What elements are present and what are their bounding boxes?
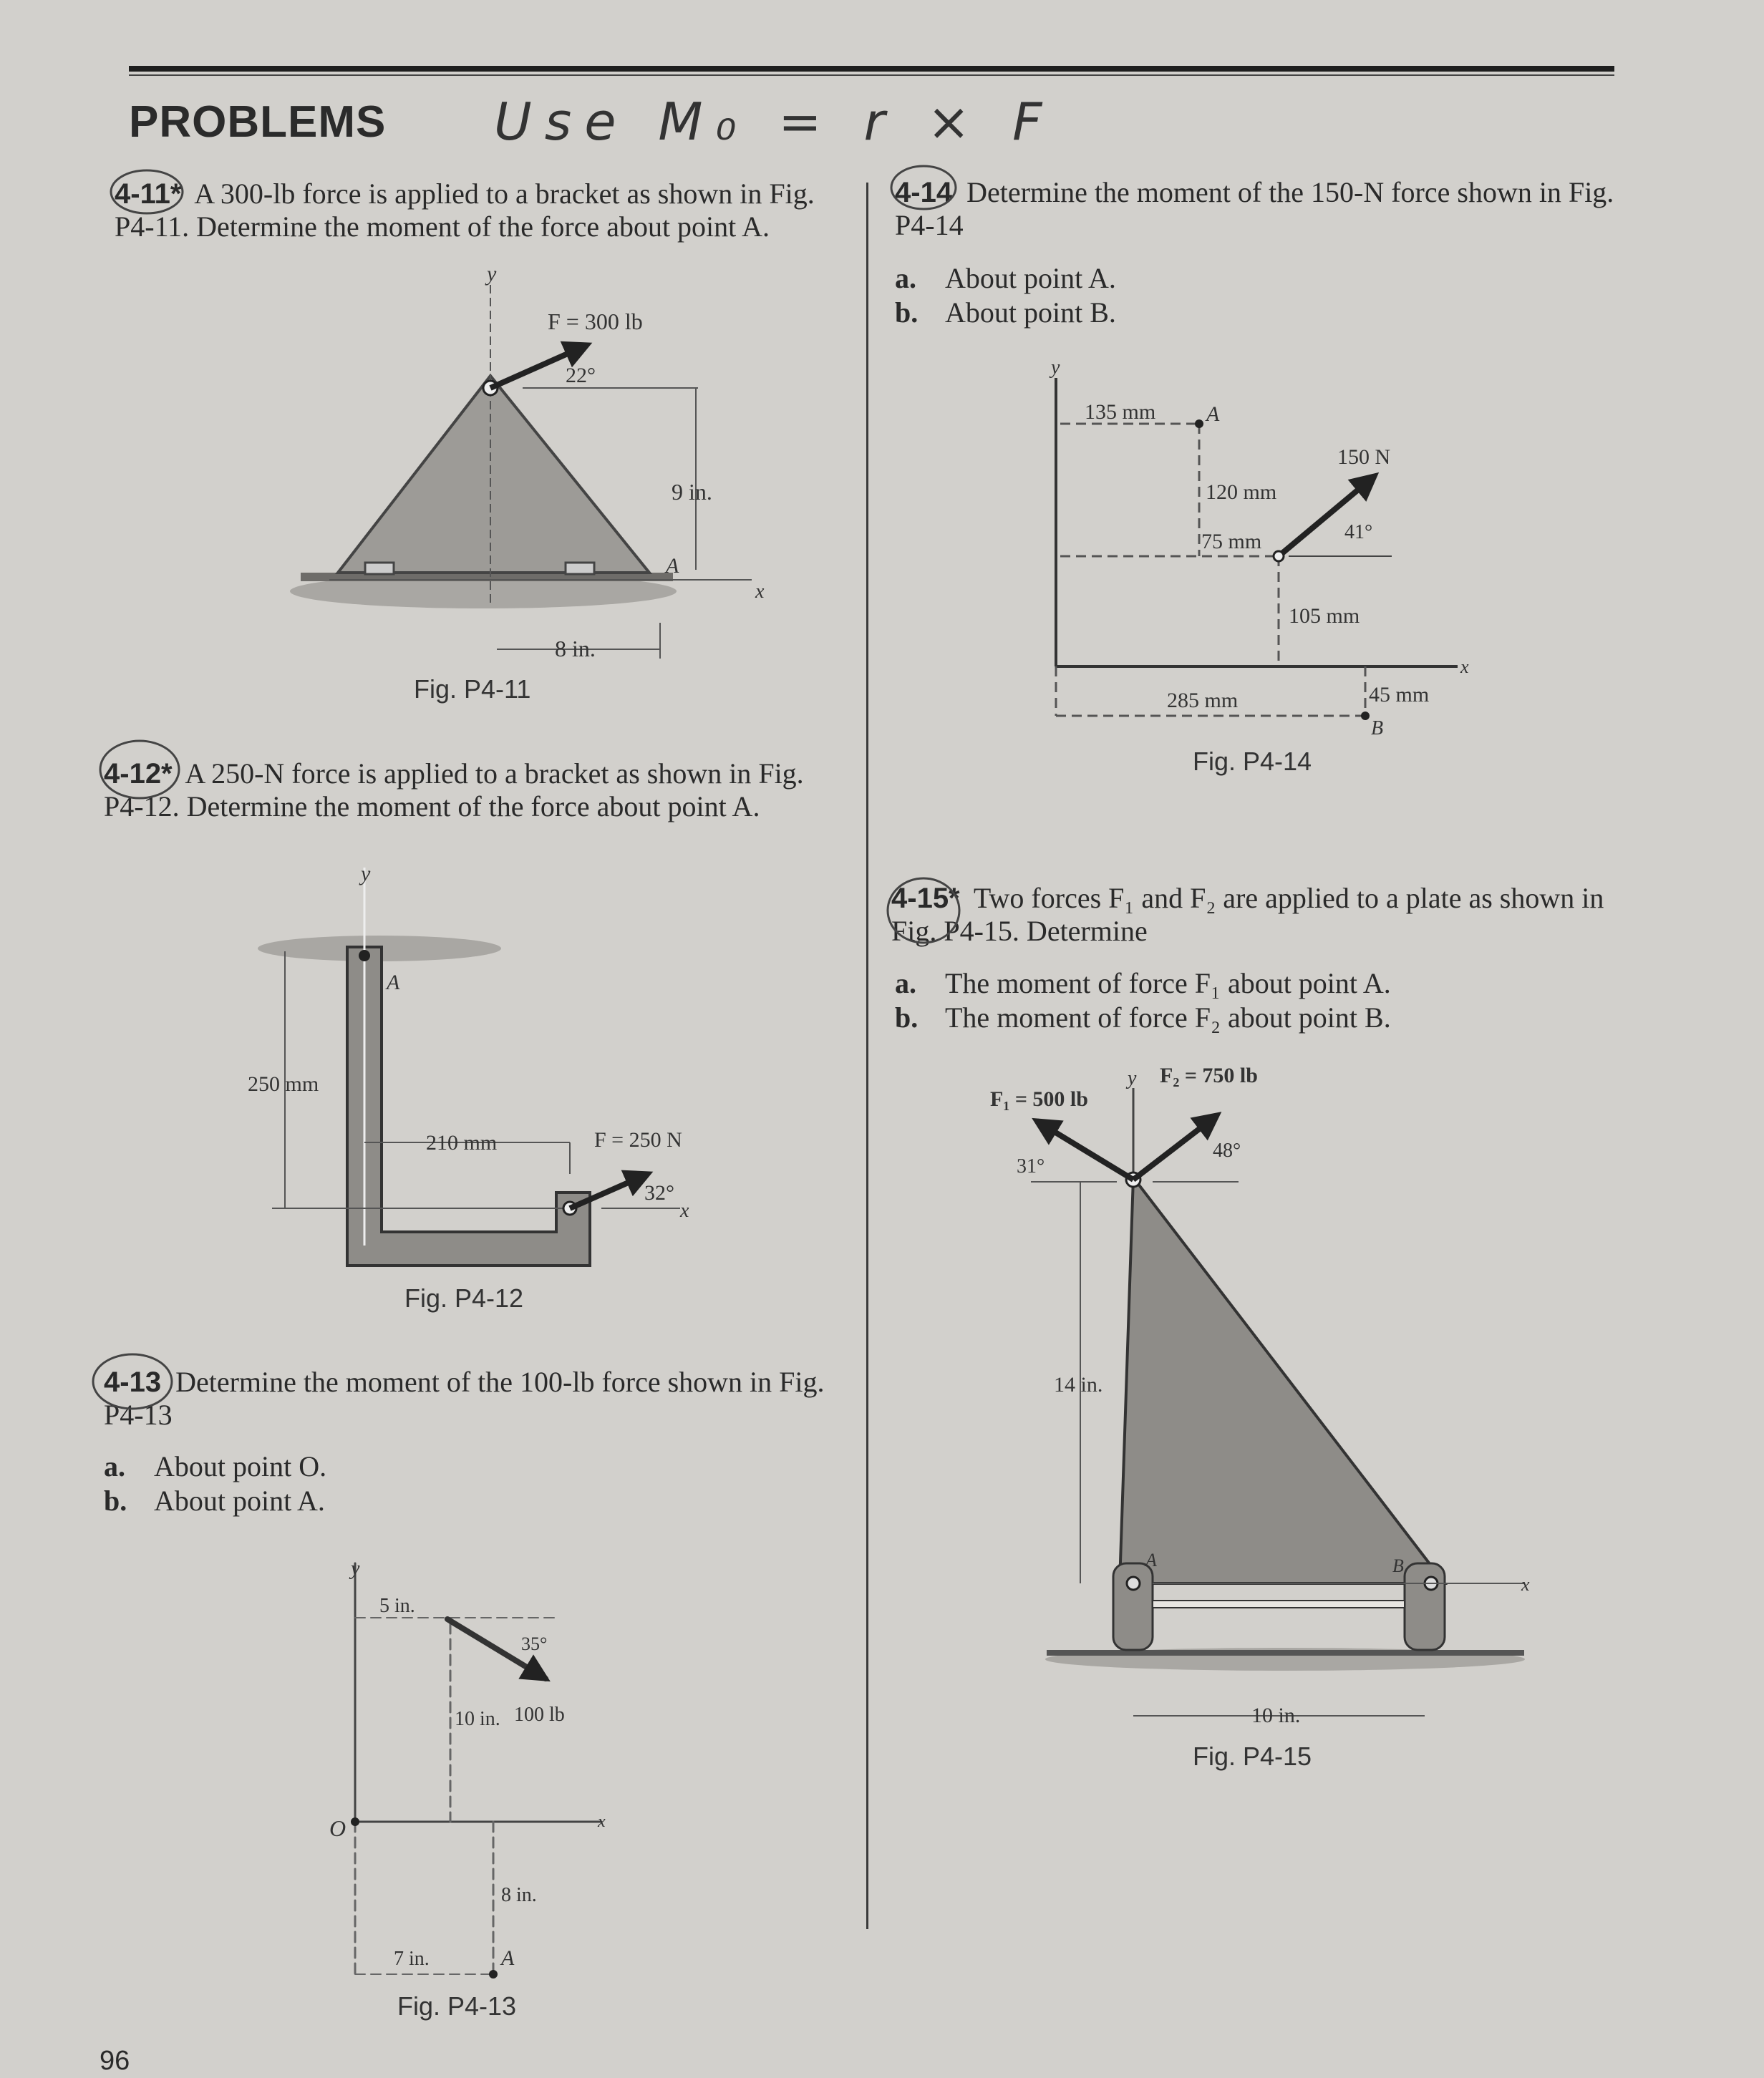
dimension-45mm: 45 mm	[1369, 683, 1430, 707]
dimension-120mm: 120 mm	[1206, 480, 1277, 504]
problem-4-13-parts: a. About point O. b. About point A.	[104, 1450, 327, 1517]
force-label: F = 250 N	[594, 1128, 682, 1152]
section-heading: PROBLEMS	[129, 97, 387, 147]
dimension-135mm: 135 mm	[1085, 400, 1156, 424]
y-axis-label: y	[1051, 356, 1060, 379]
handwritten-circles	[93, 166, 959, 1409]
figure-p4-13	[329, 1558, 606, 2021]
handwritten-note: Use M₀ = r × F	[494, 92, 1055, 152]
force-label: 150 N	[1337, 445, 1391, 469]
page-number: 96	[100, 2046, 130, 2076]
x-axis-label: x	[598, 1812, 606, 1831]
angle-2-label: 48°	[1213, 1140, 1241, 1162]
problem-4-12: 4-12* A 250-N force is applied to a bracket as shown in Fig. P4-12. Determine the moment of the force about point A.	[104, 757, 804, 822]
problem-4-14-parts: a. About point A. b. About point B.	[895, 262, 1116, 329]
dimension-10in: 10 in.	[455, 1708, 500, 1730]
y-axis-label: y	[351, 1558, 360, 1580]
figure-caption: Fig. P4-15	[1193, 1742, 1312, 1771]
dimension-7in: 7 in.	[394, 1948, 430, 1970]
force-1-label: F₁ = 500 lb	[990, 1087, 1088, 1111]
point-a-label: A	[387, 971, 400, 994]
problem-4-14: 4-14 Determine the moment of the 150-N force shown in Fig. P4-14	[895, 176, 1614, 241]
point-a-label: A	[666, 554, 679, 578]
figure-p4-15	[990, 1064, 1530, 1771]
angle-label: 22°	[566, 364, 596, 387]
y-axis-label: y	[487, 262, 497, 286]
point-a-label: A	[1145, 1550, 1157, 1570]
width-dimension: 8 in.	[555, 636, 596, 661]
problem-4-11: 4-11* A 300-lb force is applied to a bracket as shown in Fig. P4-11. Determine the moment of the force about point A.	[115, 178, 815, 243]
figure-p4-12	[248, 862, 689, 1313]
point-a-label: A	[1206, 402, 1220, 426]
point-b-label: B	[1392, 1555, 1404, 1576]
point-a-label: A	[501, 1946, 515, 1970]
figure-p4-14	[1049, 356, 1469, 776]
force-2-label: F₂ = 750 lb	[1160, 1064, 1258, 1087]
height-dimension: 9 in.	[672, 479, 712, 505]
dimension-75mm: 75 mm	[1201, 530, 1262, 553]
x-axis-label: x	[680, 1200, 689, 1222]
dimension-285mm: 285 mm	[1167, 689, 1239, 712]
angle-label: 35°	[521, 1633, 548, 1654]
figure-p4-11	[290, 262, 765, 704]
problem-4-13: 4-13 Determine the moment of the 100-lb force shown in Fig. P4-13	[104, 1366, 825, 1431]
origin-label: O	[329, 1815, 346, 1841]
angle-1-label: 31°	[1017, 1155, 1045, 1178]
point-b-label: B	[1371, 717, 1384, 739]
height-dimension: 250 mm	[248, 1072, 319, 1096]
height-dimension: 14 in.	[1054, 1373, 1103, 1397]
dimension-105mm: 105 mm	[1289, 604, 1360, 628]
problem-4-15: 4-15* Two forces F₁ and F₂ are applied to a plate as shown in Fig. P4-15. Determine	[891, 882, 1604, 947]
force-label: F = 300 lb	[548, 309, 643, 334]
problem-4-15-parts: a. The moment of force F₁ about point A. b. The moment of force F₂ about point B.	[895, 967, 1391, 1034]
figure-caption: Fig. P4-14	[1193, 747, 1312, 776]
width-dimension: 10 in.	[1251, 1704, 1301, 1727]
y-axis-label: y	[1128, 1067, 1137, 1089]
force-label: 100 lb	[514, 1704, 565, 1726]
figure-caption: Fig. P4-13	[397, 1991, 517, 2021]
dimension-8in: 8 in.	[501, 1884, 537, 1906]
x-axis-label: x	[755, 581, 765, 603]
width-dimension: 210 mm	[426, 1131, 498, 1155]
dimension-5in: 5 in.	[379, 1595, 415, 1617]
x-axis-label: x	[1460, 656, 1469, 677]
figure-caption: Fig. P4-11	[414, 674, 531, 704]
figure-caption: Fig. P4-12	[404, 1283, 524, 1313]
x-axis-label: x	[1521, 1574, 1530, 1595]
y-axis-label: y	[361, 862, 371, 885]
angle-label: 41°	[1344, 521, 1373, 543]
angle-label: 32°	[644, 1181, 674, 1205]
